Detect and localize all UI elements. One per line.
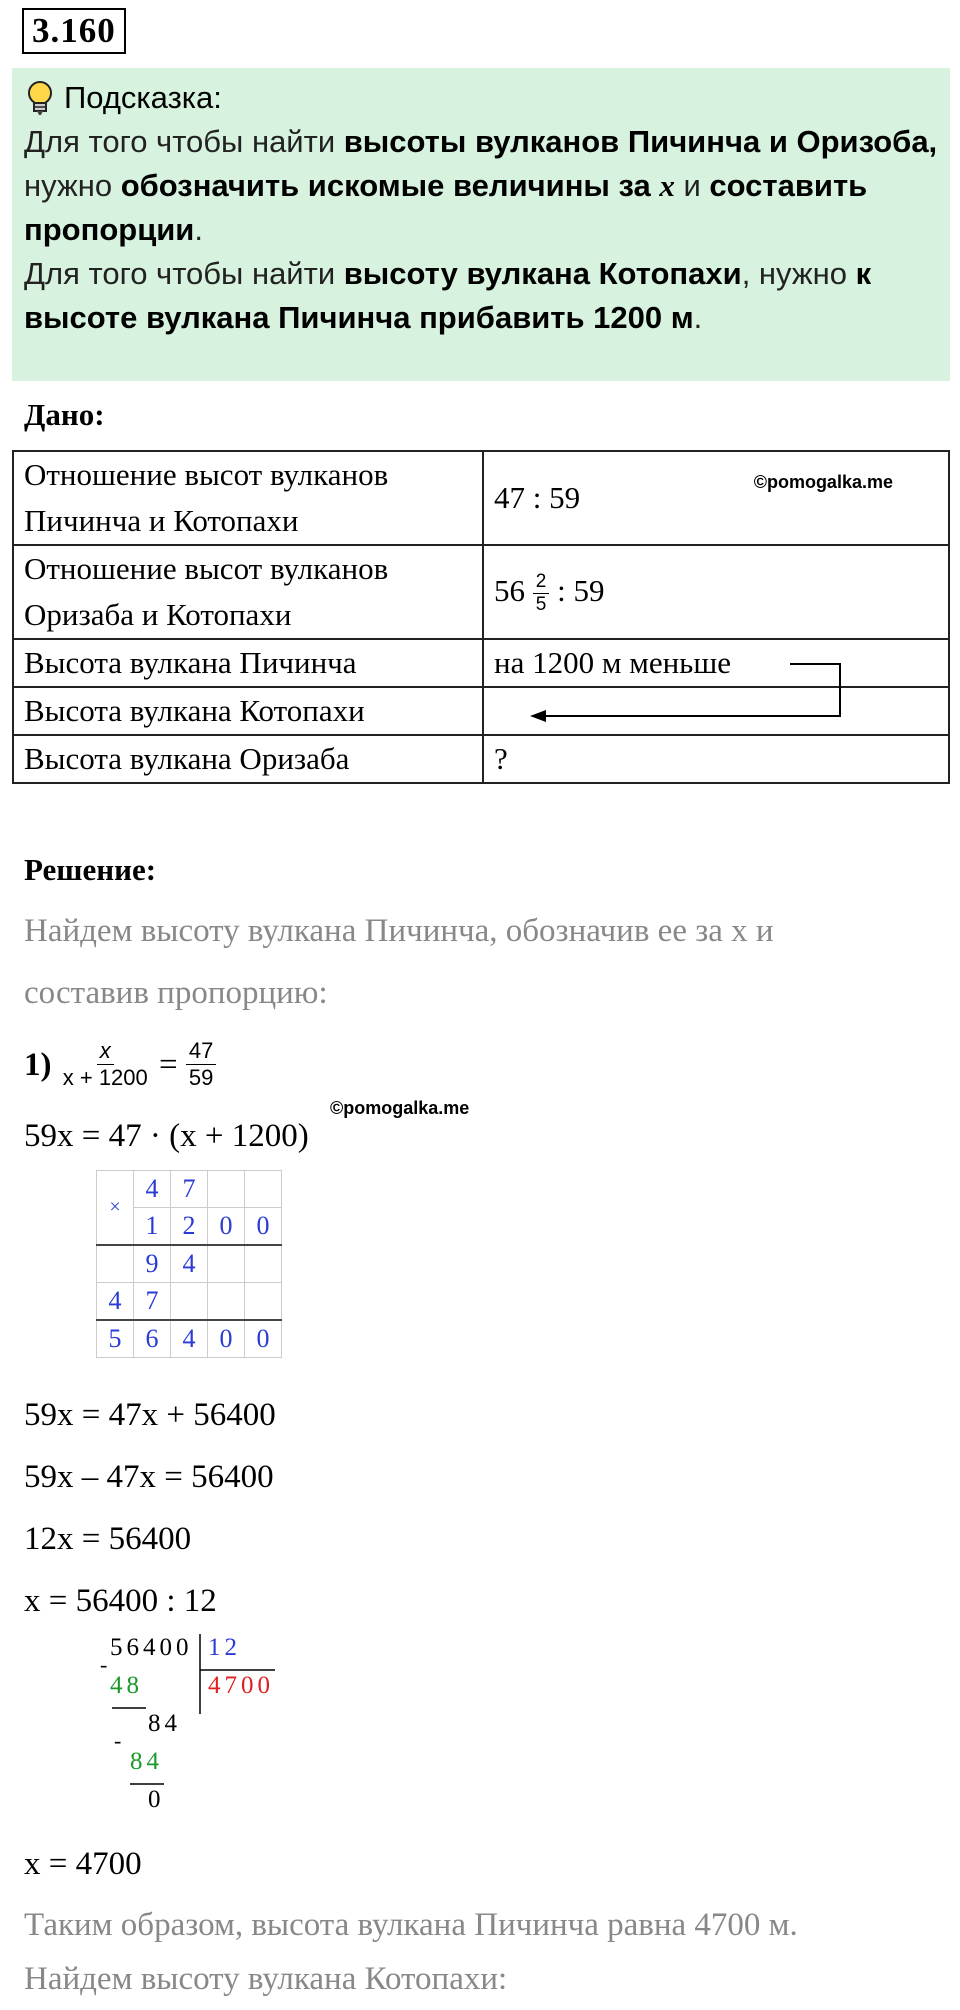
division-lines bbox=[0, 1620, 300, 1820]
digit-cell: 1 bbox=[134, 1208, 171, 1246]
watermark: ©pomogalka.me bbox=[753, 472, 893, 492]
digit-cell: 4 bbox=[171, 1245, 208, 1283]
table-row bbox=[97, 1320, 282, 1358]
digit-cell: 5 bbox=[97, 1320, 134, 1358]
hint-text-span: Для того чтобы найти bbox=[24, 124, 344, 159]
result-text: Таким образом, высота вулкана Пичинча равна 4700 м. bbox=[24, 1907, 798, 1943]
equation-2: 59x = 47x + 56400 bbox=[24, 1397, 276, 1433]
proportion bbox=[24, 1038, 216, 1091]
digit-cell bbox=[208, 1245, 245, 1283]
minus-sign: - bbox=[114, 1728, 126, 1753]
hint-text-span: , нужно bbox=[741, 256, 856, 291]
hint-bold-span: высоту вулкана Котопахи bbox=[343, 256, 742, 291]
fraction-left bbox=[60, 1038, 151, 1091]
digit-cell: 0 bbox=[208, 1320, 245, 1358]
intro-line-2: составив пропорцию: bbox=[24, 975, 328, 1011]
fraction-denominator: 59 bbox=[188, 1065, 214, 1090]
relation-arrow bbox=[0, 0, 960, 800]
equation-1: 59x = 47 · (x + 1200) bbox=[24, 1118, 309, 1154]
hint-text-span: . bbox=[194, 212, 203, 247]
digit-cell: 0 bbox=[208, 1208, 245, 1246]
quotient: 4700 bbox=[208, 1672, 274, 1699]
remainder-2: 0 bbox=[148, 1786, 165, 1813]
solution-label: Решение: bbox=[24, 852, 157, 887]
digit-cell: 0 bbox=[245, 1320, 282, 1358]
hint-text-span: . bbox=[693, 300, 703, 335]
digit-cell bbox=[97, 1245, 134, 1283]
digit-cell: 7 bbox=[134, 1283, 171, 1321]
table-cell: Высота вулкана Котопахи bbox=[13, 687, 483, 735]
fraction-numerator: x bbox=[97, 1038, 114, 1065]
dividend: 56400 bbox=[110, 1634, 193, 1661]
fraction-numerator: 2 bbox=[533, 571, 550, 594]
digit-cell: 2 bbox=[171, 1208, 208, 1246]
digit-cell: 4 bbox=[171, 1320, 208, 1358]
digit-cell bbox=[245, 1245, 282, 1283]
equation-3: 59x – 47x = 56400 bbox=[24, 1459, 274, 1495]
subtrahend-2: 84 bbox=[130, 1748, 163, 1775]
fraction-denominator: 5 bbox=[535, 594, 547, 616]
hint-text-span: Для того чтобы найти bbox=[24, 256, 344, 291]
hint-text-span: и bbox=[674, 168, 710, 203]
hint-title: Подсказка: bbox=[64, 80, 222, 115]
digit-cell: 7 bbox=[171, 1171, 208, 1208]
digit-cell bbox=[208, 1283, 245, 1321]
digit-cell: 9 bbox=[134, 1245, 171, 1283]
intro-line-1: Найдем высоту вулкана Пичинча, обозначив ее за x и bbox=[24, 913, 774, 949]
table-row bbox=[97, 1171, 282, 1208]
digit-cell: 4 bbox=[134, 1171, 171, 1208]
hint-bold-span: высоты вулканов Пичинча и Оризоба, bbox=[343, 124, 938, 159]
ratio-value: 47 : 59 bbox=[494, 480, 581, 515]
digit-cell bbox=[245, 1283, 282, 1321]
mixed-whole: 56 bbox=[494, 572, 525, 608]
cell-text: Пичинча и Котопахи bbox=[24, 503, 299, 538]
ratio-rest: : 59 bbox=[557, 572, 605, 608]
hint-text-span: нужно bbox=[24, 168, 121, 203]
digit-cell bbox=[171, 1283, 208, 1321]
cell-text: Оризаба и Котопахи bbox=[24, 597, 292, 632]
problem-number: 3.160 bbox=[22, 8, 126, 54]
divisor: 12 bbox=[208, 1634, 241, 1661]
hint-bold-span: пропорции bbox=[24, 212, 195, 247]
table-cell: ? bbox=[483, 735, 949, 783]
cell-text: Отношение высот вулканов bbox=[24, 457, 389, 492]
equation-5: x = 56400 : 12 bbox=[24, 1583, 217, 1619]
multiplication-grid bbox=[96, 1170, 282, 1358]
table-cell: Высота вулкана Оризаба bbox=[13, 735, 483, 783]
equation-6: x = 4700 bbox=[24, 1846, 142, 1882]
watermark: ©pomogalka.me bbox=[330, 1098, 470, 1118]
table-cell: на 1200 м меньше bbox=[483, 639, 949, 687]
hint-bold-span: обозначить искомые величины за bbox=[120, 168, 660, 203]
step-label: 1) bbox=[24, 1046, 52, 1083]
remainder-1: 84 bbox=[148, 1710, 181, 1737]
digit-cell bbox=[208, 1171, 245, 1208]
hint-variable: x bbox=[659, 168, 675, 203]
hint-bold-span: высоте вулкана Пичинча прибавить 1200 м bbox=[24, 300, 694, 335]
digit-cell: 6 bbox=[134, 1320, 171, 1358]
digit-cell bbox=[245, 1171, 282, 1208]
next-step-text: Найдем высоту вулкана Котопахи: bbox=[24, 1961, 508, 1997]
equation-4: 12x = 56400 bbox=[24, 1521, 192, 1557]
digit-cell: 4 bbox=[97, 1283, 134, 1321]
multiply-sign: × bbox=[97, 1171, 134, 1246]
fraction-right bbox=[186, 1038, 216, 1091]
cell-text: Отношение высот вулканов bbox=[24, 551, 389, 586]
table-row bbox=[97, 1283, 282, 1321]
table-cell: Высота вулкана Пичинча bbox=[13, 639, 483, 687]
hint-bold-span: к bbox=[855, 256, 872, 291]
digit-cell: 0 bbox=[245, 1208, 282, 1246]
fraction-numerator: 47 bbox=[186, 1038, 216, 1065]
hint-bold-span: составить bbox=[709, 168, 868, 203]
minus-sign: - bbox=[100, 1652, 112, 1677]
subtrahend-1: 48 bbox=[110, 1672, 143, 1699]
fraction-denominator: x + 1200 bbox=[62, 1065, 148, 1090]
equals-sign: = bbox=[159, 1046, 178, 1083]
table-row bbox=[97, 1245, 282, 1283]
given-label: Дано: bbox=[24, 397, 105, 432]
